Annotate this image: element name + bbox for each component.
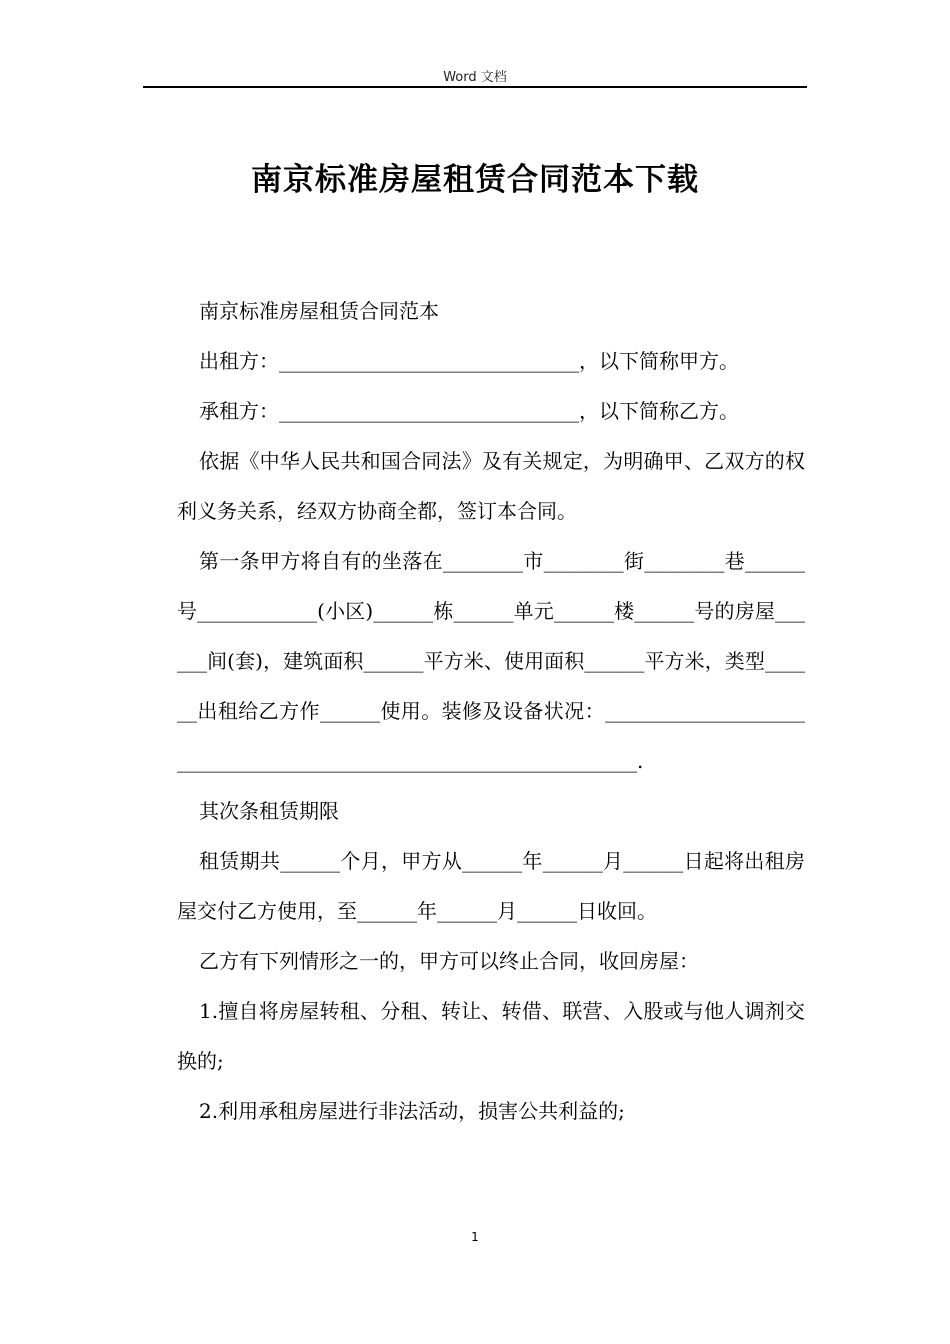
paragraph-termination-intro: 乙方有下列情形之一的，甲方可以终止合同，收回房屋： xyxy=(199,949,699,973)
header-divider xyxy=(143,86,807,88)
document-body xyxy=(177,286,805,1136)
paragraph-preamble: 依据《中华人民共和国合同法》及有关规定，为明确甲、乙双方的权利义务关系，经双方协商全都，签订本合同。 xyxy=(177,449,805,523)
paragraph-article-2-heading: 其次条租赁期限 xyxy=(199,799,339,823)
paragraph-lease-term: 租赁期共______个月，甲方从______年______月______日起将出租房屋交付乙方使用，至______年______月______日收回。 xyxy=(177,849,805,923)
paragraph-termination-item-1: 1.擅自将房屋转租、分租、转让、转借、联营、入股或与他人调剂交换的; xyxy=(177,999,805,1073)
paragraph-lessor: 出租方：______________________________，以下简称甲方。 xyxy=(199,349,739,373)
document-title: 南京标准房屋租赁合同范本下载 xyxy=(251,162,699,198)
page-number: 1 xyxy=(471,1230,479,1244)
paragraph-termination-item-2: 2.利用承租房屋进行非法活动，损害公共利益的; xyxy=(199,1099,625,1123)
paragraph-subtitle: 南京标准房屋租赁合同范本 xyxy=(199,299,439,323)
page-header: Word 文档 xyxy=(443,70,507,85)
paragraph-lessee: 承租方：______________________________，以下简称乙方。 xyxy=(199,399,739,423)
paragraph-article-1: 第一条甲方将自有的坐落在________市________街________巷______号____________(小区)______栋______单元______楼______号的房屋______间(套)，建筑面积______平方米、使用面积______平方米，类型______出租给乙方作______使用。装修及设备状况：__________________________________________________________________. xyxy=(177,549,805,773)
